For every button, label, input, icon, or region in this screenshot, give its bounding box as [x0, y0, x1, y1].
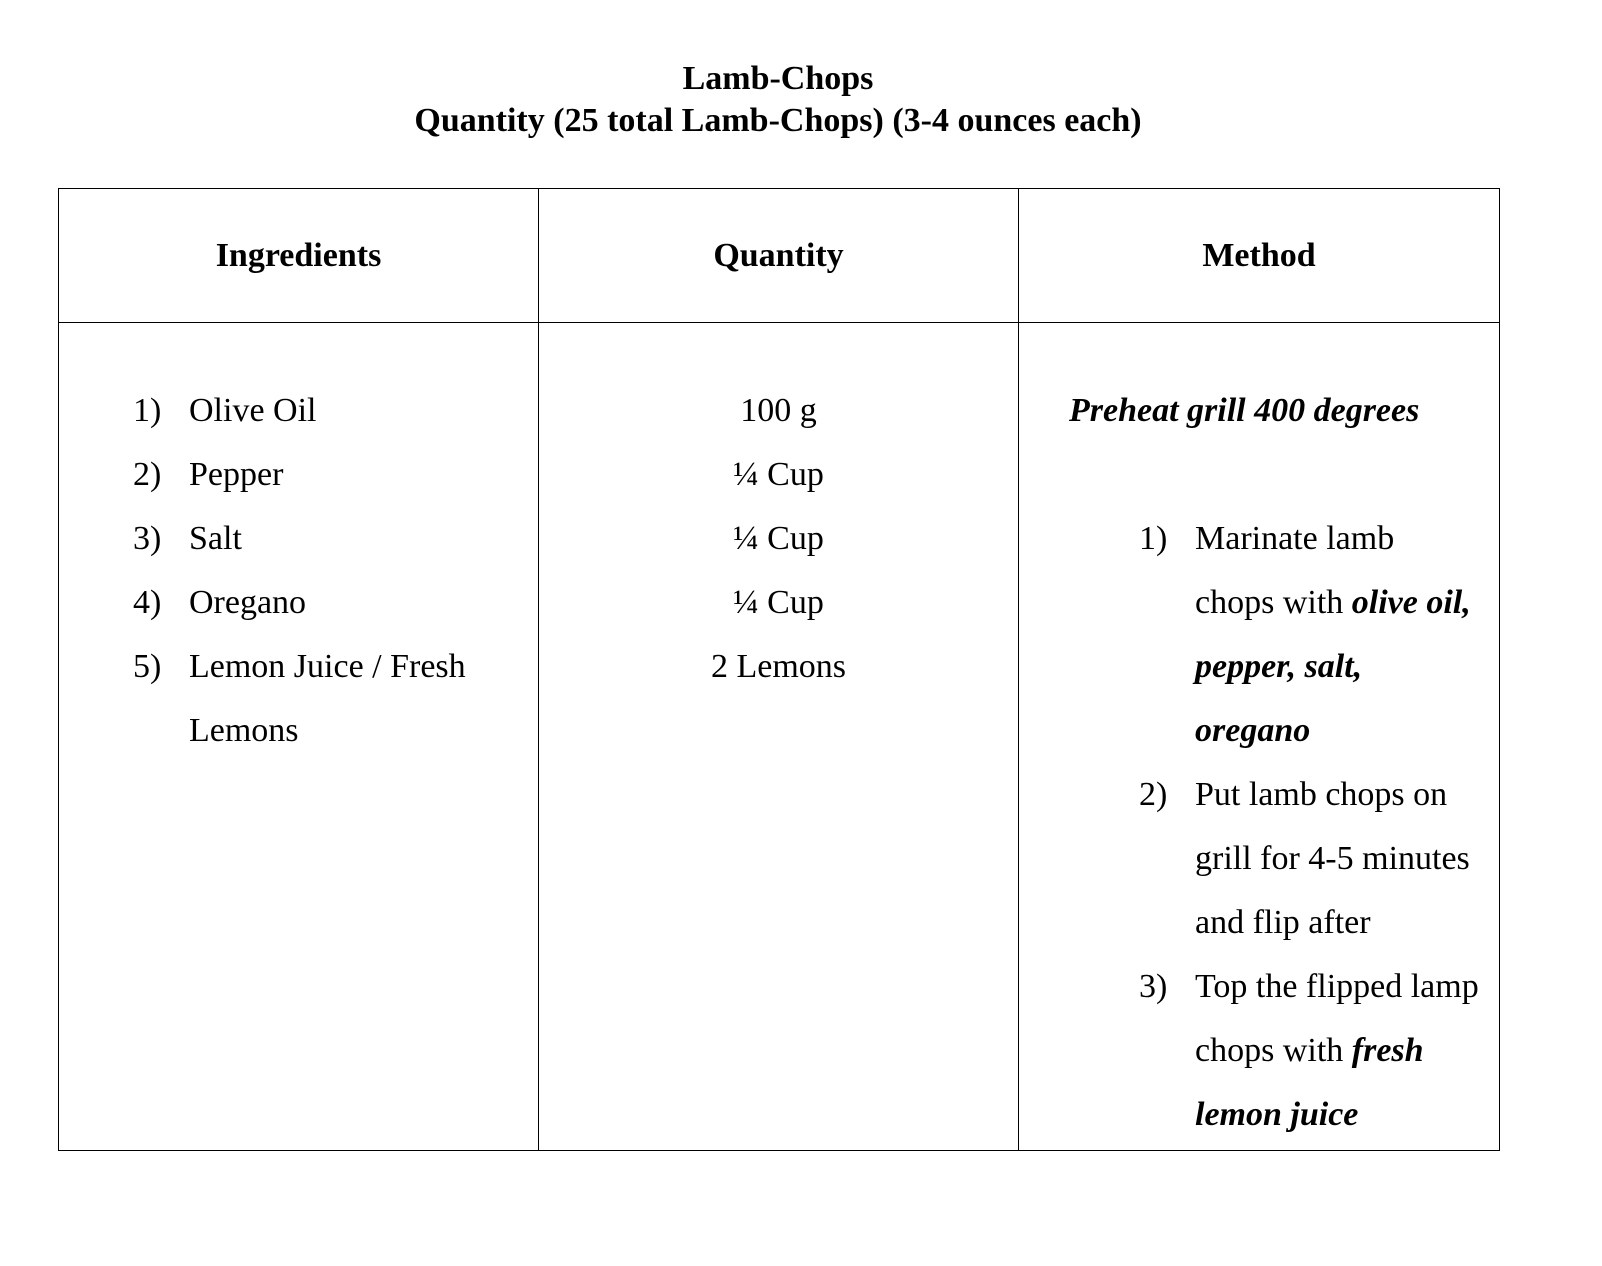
page-title: Lamb-Chops: [682, 60, 874, 97]
ingredient-name: Salt: [189, 520, 242, 557]
quantity-value: 2 Lemons: [710, 648, 847, 685]
list-item: 2) Pepper: [133, 456, 284, 493]
recipe-table: [58, 188, 1500, 1151]
list-item: 5) Lemon Juice / Fresh Lemons: [133, 648, 466, 749]
ingredient-name: Olive Oil: [189, 392, 317, 429]
ingredient-name: Pepper: [189, 456, 284, 493]
ingredients-list: [133, 379, 518, 763]
method-cell: [1019, 323, 1500, 1151]
preheat-note: Preheat grill 400 degrees: [1069, 392, 1420, 429]
step-text: Put lamb chops on grill for 4-5 minutes and flip after: [1195, 776, 1470, 941]
quantity-value: ¼ Cup: [733, 456, 824, 493]
list-item: 3) Salt: [133, 520, 242, 557]
step-text: Marinate lamb chops with: [1195, 520, 1395, 621]
ingredients-cell: [59, 323, 539, 1151]
method-step: 2) Put lamb chops on grill for 4-5 minutes and flip after: [1139, 776, 1470, 941]
quantity-value: 100 g: [740, 392, 817, 429]
step-emphasis: fresh lemon juice: [1195, 1032, 1424, 1133]
page-subtitle: Quantity (25 total Lamb-Chops) (3-4 ounces each): [414, 102, 1142, 139]
method-step: 3) Top the flipped lamp chops with fresh lemon juice: [1139, 968, 1479, 1133]
quantity-value: ¼ Cup: [733, 584, 824, 621]
header-row: [59, 189, 1500, 323]
method-step: 1) Marinate lamb chops with olive oil, pepper, salt, oregano: [1139, 520, 1471, 749]
ingredient-name: Lemon Juice / Fresh Lemons: [189, 648, 466, 749]
list-item: 4) Oregano: [133, 584, 307, 621]
ingredient-name: Oregano: [189, 584, 307, 621]
title-block: [0, 58, 1556, 142]
header-method: Method: [1019, 189, 1500, 323]
quantity-value: ¼ Cup: [733, 520, 824, 557]
quantity-cell: [539, 323, 1019, 1151]
method-steps: [1069, 507, 1479, 1147]
step-text: Top the flipped lamp chops with: [1195, 968, 1479, 1069]
header-quantity: Quantity: [539, 189, 1019, 323]
list-item: 1) Olive Oil: [133, 392, 317, 429]
content-row: [59, 323, 1500, 1151]
step-emphasis: olive oil, pepper, salt, oregano: [1195, 584, 1471, 749]
header-ingredients: Ingredients: [59, 189, 539, 323]
